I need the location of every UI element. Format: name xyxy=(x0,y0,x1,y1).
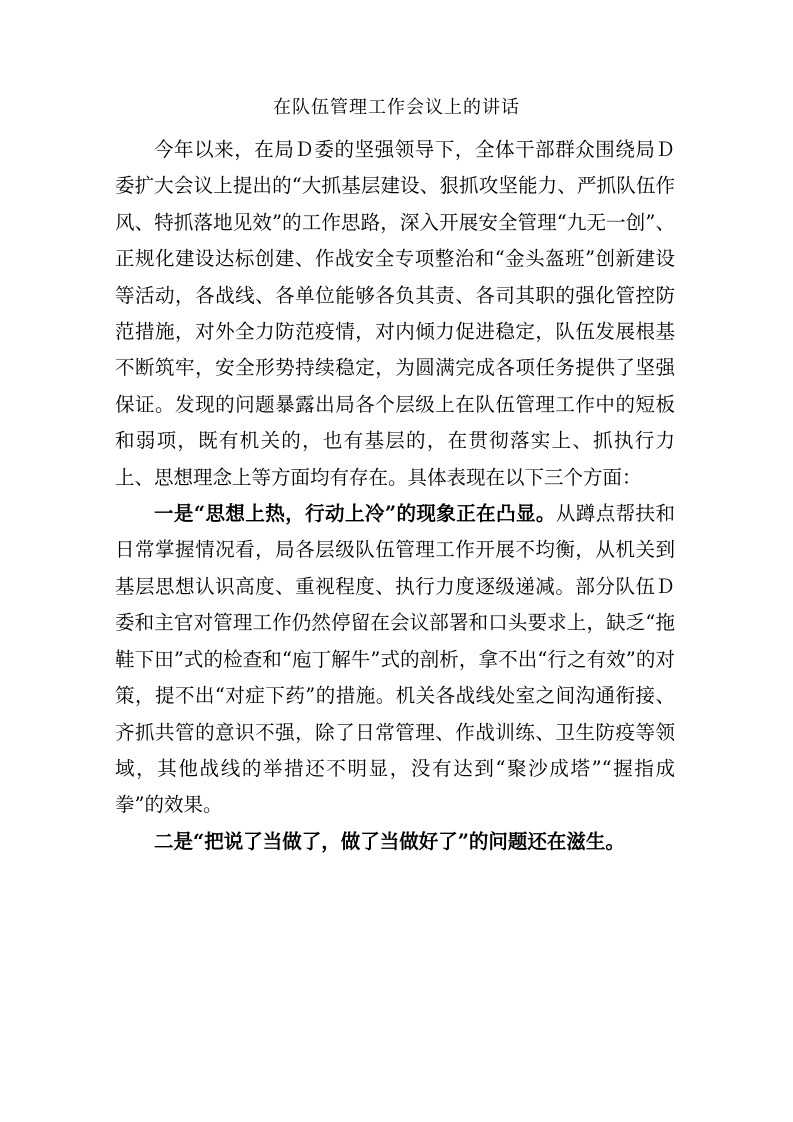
document-body xyxy=(115,132,675,860)
paragraph-text: 从蹲点帮扶和日常掌握情况看，局各层级队伍管理工作开展不均衡，从机关到基层思想认识高度、重视程度、执行力度逐级递减。部分队伍Ｄ委和主官对管理工作仍然停留在会议部署和口头要求上，缺乏“拖鞋下田”式的检查和“庖丁解牛”式的剖析，拿不出“行之有效”的对策，提不出“对症下药”的措施。机关各战线处室之间沟通衔接、齐抓共管的意识不强，除了日常管理、作战训练、卫生防疫等领域，其他战线的举措还不明显，没有达到“聚沙成塔”“握指成拳”的效果。 xyxy=(115,502,675,817)
paragraph-intro xyxy=(115,132,675,496)
paragraph-point-one xyxy=(115,496,675,824)
paragraph-text: 今年以来，在局Ｄ委的坚强领导下，全体干部群众围绕局Ｄ委扩大会议上提出的“大抓基层建设、狠抓攻坚能力、严抓队伍作风、特抓落地见效”的工作思路，深入开展安全管理“九无一创”、正规化建设达标创建、作战安全专项整治和“金头盔班”创新建设等活动，各战线、各单位能够各负其责、各司其职的强化管控防范措施，对外全力防范疫情，对内倾力促进稳定，队伍发展根基不断筑牢，安全形势持续稳定，为圆满完成各项任务提供了坚强保证。发现的问题暴露出局各个层级上在队伍管理工作中的短板和弱项，既有机关的，也有基层的，在贯彻落实上、抓执行力上、思想理念上等方面均有存在。具体表现在以下三个方面： xyxy=(115,138,675,489)
paragraph-lead-heading: 一是“思想上热，行动上冷”的现象正在凸显。 xyxy=(154,502,556,526)
paragraph-lead-heading: 二是“把说了当做了，做了当做好了”的问题还在滋生。 xyxy=(154,829,625,853)
paragraph-point-two xyxy=(115,824,675,860)
page-title: 在队伍管理工作会议上的讲话 xyxy=(273,97,520,118)
